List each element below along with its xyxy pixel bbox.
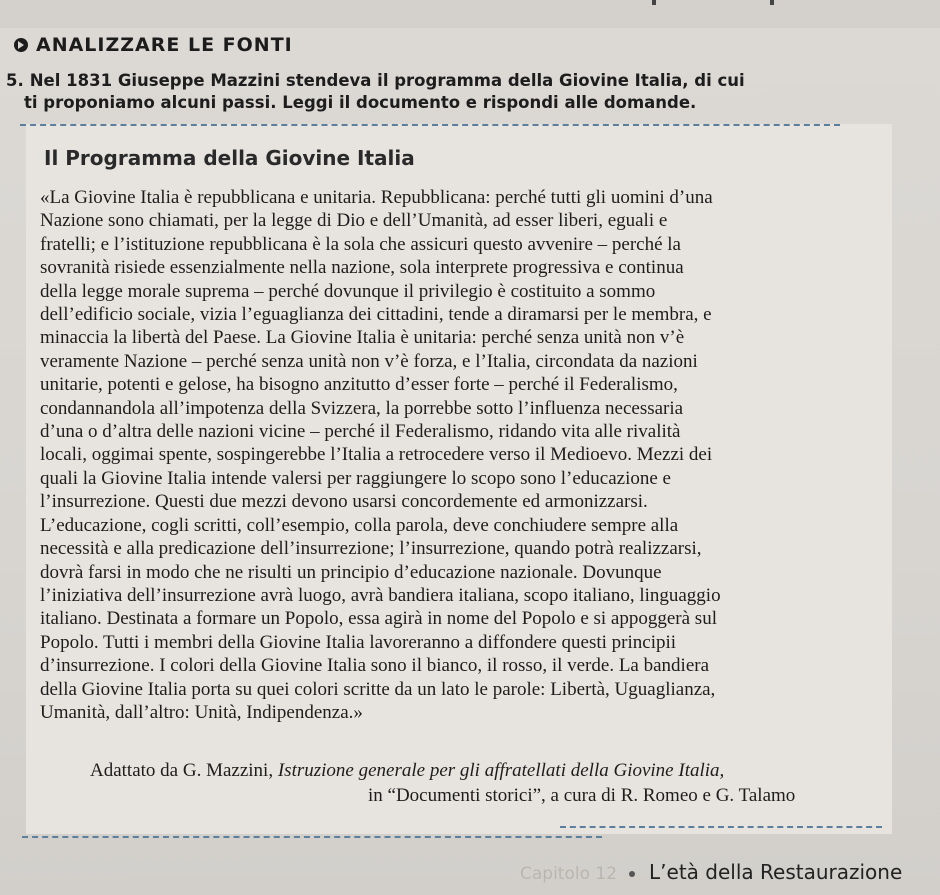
source-dashed-rule: [560, 826, 882, 828]
section-heading: [14, 34, 293, 56]
print-mark: [652, 0, 656, 5]
source-line-2: in “Documenti storici”, a cura di R. Romeo e G. Talamo: [368, 785, 796, 806]
document-line: quali la Giovine Italia intende valersi per raggiungere lo scopo sono l’educazione e: [40, 467, 671, 489]
footer: [520, 860, 902, 884]
document-line: «La Giovine Italia è repubblicana e unitaria. Repubblicana: perché tutti gli uomini d’una: [40, 187, 713, 208]
document-line: dell’edificio sociale, vizia l’eguaglianza dei cittadini, tende a diramarsi per le membra, e: [40, 304, 712, 326]
source-prefix: Adattato da G. Mazzini,: [90, 760, 278, 781]
section-heading-text: ANALIZZARE LE FONTI: [36, 34, 293, 56]
question-line-2: ti proponiamo alcuni passi. Leggi il documento e rispondi alle domande.: [24, 93, 697, 112]
document-line: sovranità risiede essenzialmente nella nazione, sola interprete progressiva e continua: [40, 257, 684, 279]
document-line: Nazione sono chiamati, per la legge di Dio e dell’Umanità, ad esser liberi, eguali e: [40, 210, 668, 232]
document-line: Umanità, dall’altro: Unità, Indipendenza.»: [40, 701, 363, 723]
document-body: [40, 186, 880, 724]
document-line: necessità e alla predicazione dell’insurrezione; l’insurrezione, quando potrà realizzarsi,: [40, 538, 702, 560]
document-line: Popolo. Tutti i membri della Giovine Italia lavoreranno a diffondere questi principii: [40, 631, 677, 653]
top-margin: [0, 0, 940, 28]
play-arrow-icon: [14, 38, 28, 52]
document-line: della Giovine Italia porta su quei colori scritte da un lato le parole: Libertà, Uguaglianza,: [40, 678, 716, 700]
document-line: dovrà farsi in modo che ne risulti un principio d’educazione nazionale. Dovunque: [40, 561, 662, 583]
chapter-label: Capitolo 12: [520, 864, 618, 884]
question: [6, 70, 906, 114]
document-line: condannandola all’impotenza della Svizzera, la porrebbe sotto l’influenza necessaria: [40, 397, 684, 419]
document-line: unitarie, potenti e gelose, ha bisogno anzitutto d’esser forte – perché il Federalismo,: [40, 374, 678, 396]
document-title: Il Programma della Giovine Italia: [44, 146, 415, 170]
document-line: l’insurrezione. Questi due mezzi devono usarsi concordemente ed armonizzarsi.: [40, 491, 648, 513]
document-source: [90, 758, 890, 808]
document-line: l’iniziativa dell’insurrezione avrà luogo, avrà bandiera italiana, scopo italiano, linguaggio: [40, 584, 721, 606]
document-line: della legge morale suprema – perché dovunque il privilegio è costituito a sommo: [40, 280, 656, 302]
document-line: d’una o d’altra delle nazioni vicine – perché il Federalismo, ridando vita alle rivalità: [40, 421, 681, 443]
bullet-dot-icon: [629, 871, 635, 877]
print-mark: [770, 0, 774, 5]
source-title: Istruzione generale per gli affratellati della Giovine Italia,: [277, 760, 725, 781]
chapter-title: L’età della Restaurazione: [649, 860, 903, 884]
document-line: L’educazione, cogli scritti, coll’esempio, colla parola, deve conchiudere sempre alla: [40, 514, 679, 536]
document-line: minaccia la libertà del Paese. La Giovine Italia è unitaria: perché senza unità non v’è: [40, 327, 685, 349]
question-number: 5.: [6, 71, 24, 90]
document-line: fratelli; e l’istituzione repubblicana è la sola che assicuri questo avvenire – perché la: [40, 233, 681, 255]
document-line: italiano. Destinata a formare un Popolo, essa agirà in nome del Popolo e si appoggerà sul: [40, 608, 717, 630]
question-line-1: Nel 1831 Giuseppe Mazzini stendeva il programma della Giovine Italia, di cui: [29, 71, 745, 90]
bottom-dashed-divider: [22, 836, 602, 838]
document-line: locali, oggimai spente, sospingerebbe l’Italia a retrocedere verso il Medioevo. Mezzi dei: [40, 444, 713, 466]
top-dashed-divider: [20, 124, 840, 126]
document-line: veramente Nazione – perché senza unità non v’è forza, e l’Italia, circondata da nazioni: [40, 350, 698, 372]
document-line: d’insurrezione. I colori della Giovine Italia sono il bianco, il rosso, il verde. La bandiera: [40, 655, 710, 677]
